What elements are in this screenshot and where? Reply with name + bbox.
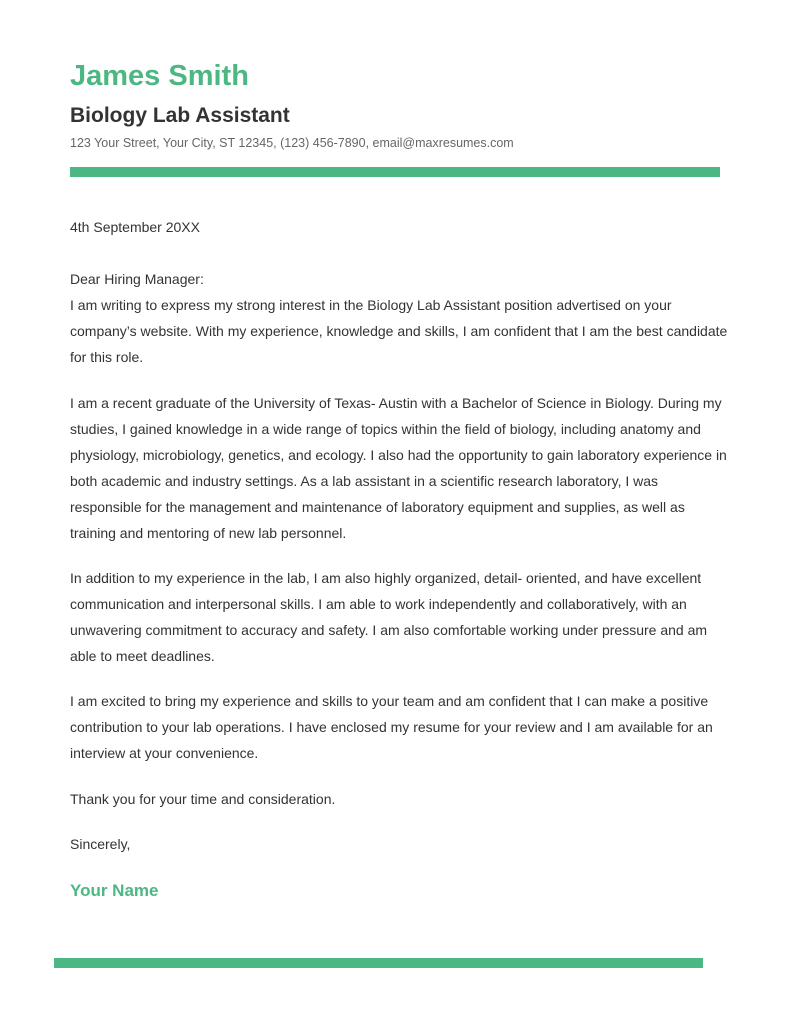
footer-divider [54,958,703,968]
signature-name: Your Name [70,881,159,900]
applicant-name: James Smith [70,60,249,92]
thank-you-line: Thank you for your time and consideration. [70,791,336,807]
job-title: Biology Lab Assistant [70,104,290,127]
salutation: Dear Hiring Manager: [70,271,204,287]
paragraph-conclusion: I am excited to bring my experience and skills to your team and am confident that I can make a positive contribution to your lab operations. I have enclosed my resume for your review and I am available for an interview at your convenience. [70,693,713,761]
closing: Sincerely, [70,836,131,852]
contact-info: 123 Your Street, Your City, ST 12345, (123) 456-7890, email@maxresumes.com [70,136,514,150]
paragraph-intro: I am writing to express my strong interest in the Biology Lab Assistant position advertised on your company’s website. With my experience, knowledge and skills, I am confident that I am the best candidate for this role. [70,297,728,365]
paragraph-skills: In addition to my experience in the lab, I am also highly organized, detail- oriented, and have excellent communication and interpersonal skills. I am able to work independently and collaboratively, with an unwavering commitment to accuracy and safety. I am also comfortable working under pressure and am able to meet deadlines. [70,570,708,664]
letter-date: 4th September 20XX [70,219,200,235]
paragraph-education: I am a recent graduate of the University of Texas- Austin with a Bachelor of Science in Biology. During my studies, I gained knowledge in a wide range of topics within the field of biology, including anatomy and physiology, microbiology, genetics, and ecology. I also had the opportunity to gain laboratory experience in both academic and industry settings. As a lab assistant in a scientific research laboratory, I was responsible for the management and maintenance of laboratory equipment and supplies, as well as training and mentoring of new lab personnel. [70,395,727,541]
header-divider [70,167,720,177]
